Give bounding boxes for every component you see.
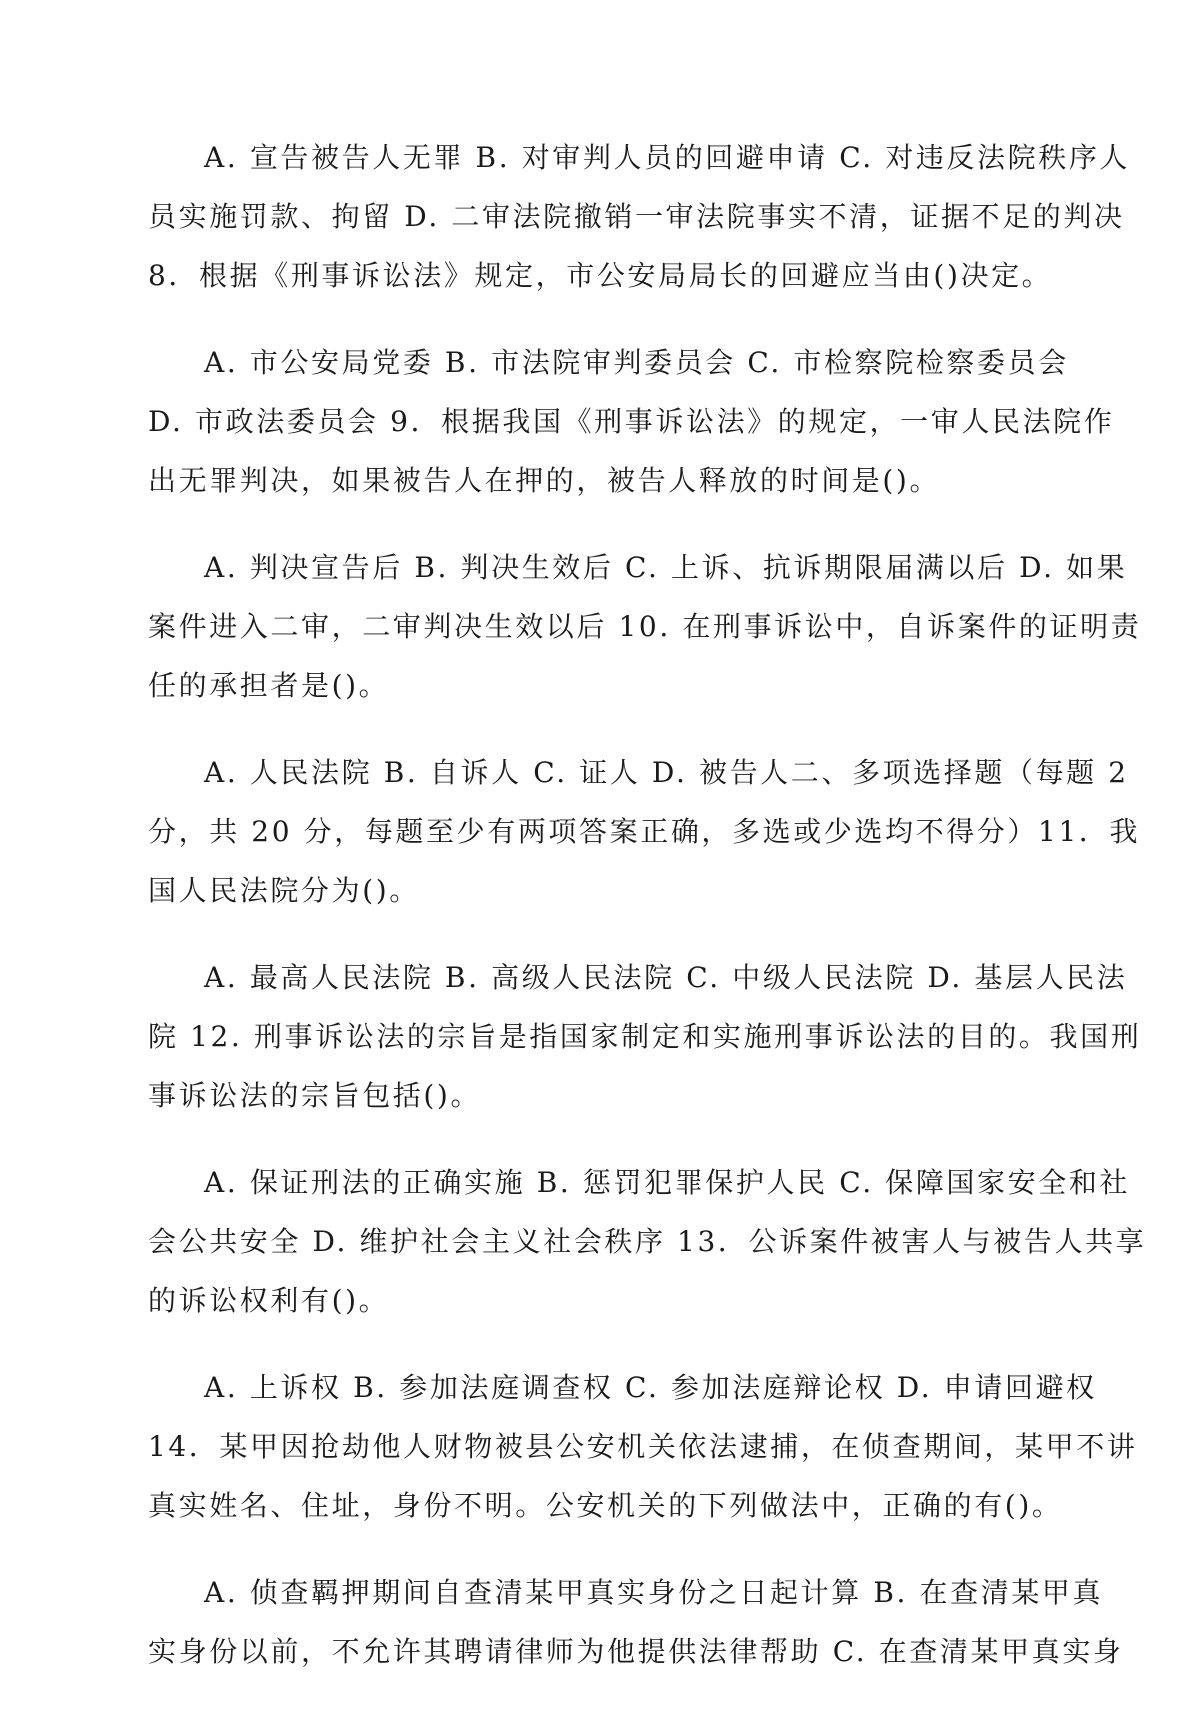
question-options-13: [148, 1358, 1138, 1535]
text-line: 实身份以前，不允许其聘请律师为他提供法律帮助 C. 在查清某甲真实身: [148, 1635, 1124, 1668]
text-line: A. 判决宣告后 B. 判决生效后 C. 上诉、抗诉期限届满以后 D. 如果: [204, 551, 1128, 584]
text-line: A. 最高人民法院 B. 高级人民法院 C. 中级人民法院 D. 基层人民法: [204, 961, 1128, 994]
document-body: [148, 128, 1147, 1709]
text-line: 案件进入二审，二审判决生效以后 10. 在刑事诉讼中，自诉案件的证明责: [148, 610, 1142, 643]
text-line: A. 上诉权 B. 参加法庭调查权 C. 参加法庭辩论权 D. 申请回避权: [204, 1371, 1097, 1404]
text-line: 院 12. 刑事诉讼法的宗旨是指国家制定和实施刑事诉讼法的目的。我国刑: [148, 1020, 1142, 1053]
text-line: A. 市公安局党委 B. 市法院审判委员会 C. 市检察院检察委员会: [204, 346, 1069, 379]
text-line: 事诉讼法的宗旨包括()。: [148, 1079, 482, 1112]
text-line: 任的承担者是()。: [148, 669, 390, 702]
question-options-14: [148, 1563, 1124, 1681]
question-options-10: [148, 743, 1141, 920]
text-line: 14．某甲因抢劫他人财物被县公安机关依法逮捕，在侦查期间，某甲不讲: [148, 1430, 1138, 1463]
text-line: A. 宣告被告人无罪 B. 对审判人员的回避申请 C. 对违反法院秩序人: [204, 141, 1131, 174]
text-line: A. 人民法院 B. 自诉人 C. 证人 D. 被告人二、多项选择题（每题 2: [204, 756, 1129, 789]
text-line: D. 市政法委员会 9．根据我国《刑事诉讼法》的规定，一审人民法院作: [148, 405, 1115, 438]
text-line: 分，共 20 分，每题至少有两项答案正确，多选或少选均不得分）11．我: [148, 815, 1141, 848]
text-line: A. 侦查羁押期间自查清某甲真实身份之日起计算 B. 在查清某甲真: [204, 1576, 1104, 1609]
text-line: 出无罪判决，如果被告人在押的，被告人释放的时间是()。: [148, 464, 941, 497]
question-options-11: [148, 948, 1142, 1125]
text-line: 8．根据《刑事诉讼法》规定，市公安局局长的回避应当由()决定。: [148, 259, 1053, 292]
question-options-12: [148, 1153, 1147, 1330]
question-options-8: [148, 333, 1115, 510]
text-line: A. 保证刑法的正确实施 B. 惩罚犯罪保护人民 C. 保障国家安全和社: [204, 1166, 1131, 1199]
text-line: 国人民法院分为()。: [148, 874, 420, 907]
question-options-9: [148, 538, 1142, 715]
text-line: 会公共安全 D. 维护社会主义社会秩序 13．公诉案件被害人与被告人共享: [148, 1225, 1147, 1258]
text-line: 员实施罚款、拘留 D. 二审法院撤销一审法院事实不清，证据不足的判决: [148, 200, 1125, 233]
text-line: 的诉讼权利有()。: [148, 1284, 390, 1317]
text-line: 真实姓名、住址，身份不明。公安机关的下列做法中，正确的有()。: [148, 1489, 1063, 1522]
question-options-7: [148, 128, 1131, 305]
